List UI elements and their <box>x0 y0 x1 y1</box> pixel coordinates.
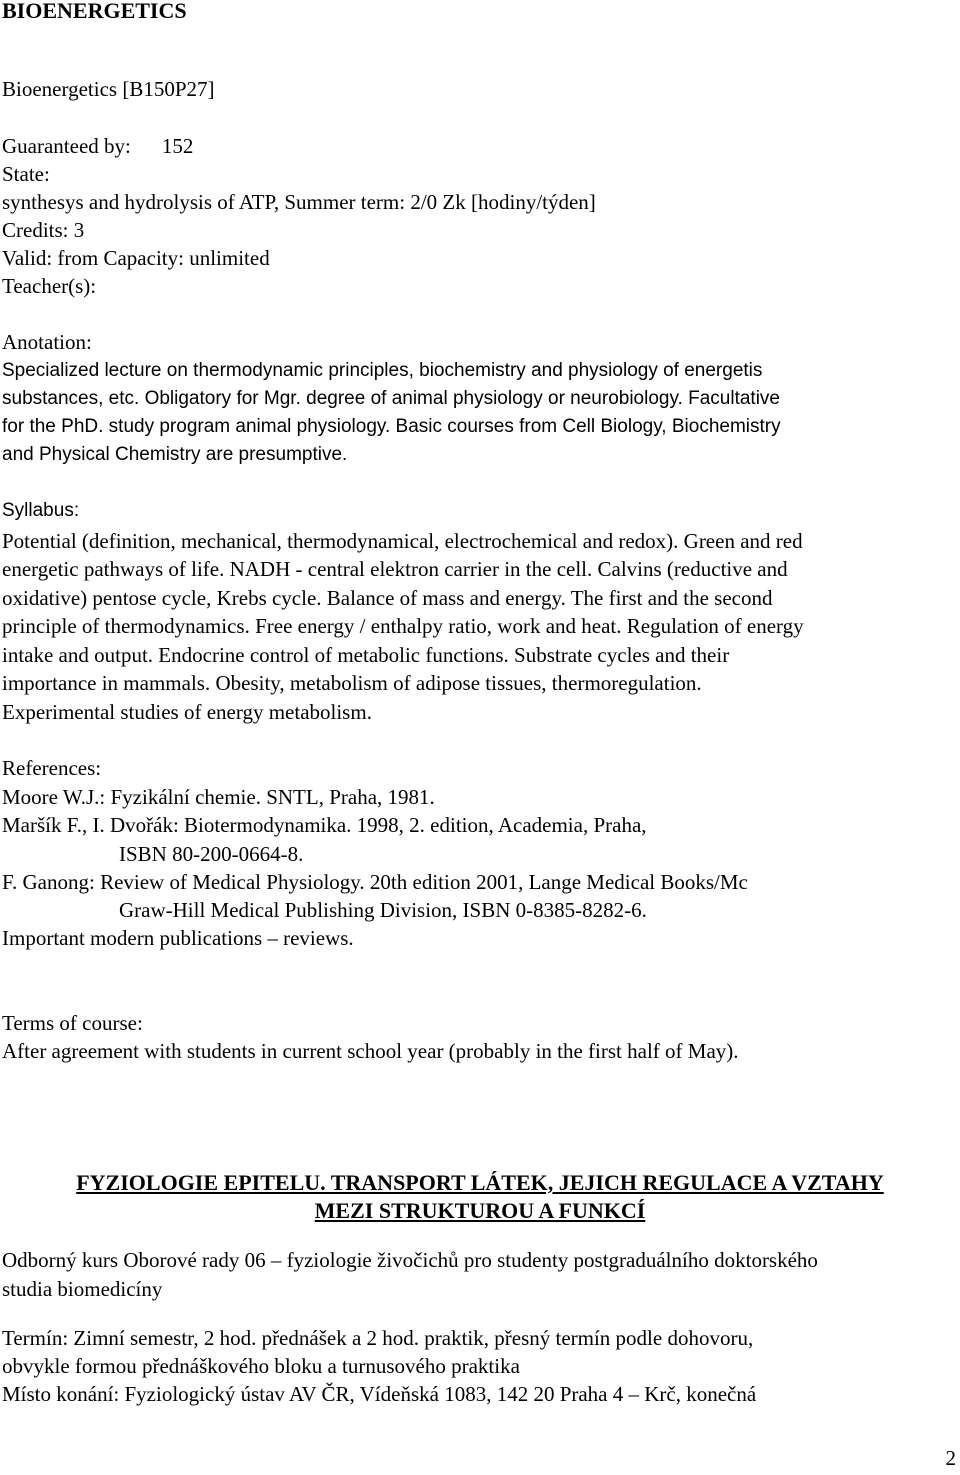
section2-termin: Termín: Zimní semestr, 2 hod. přednášek a 2 hod. praktik, přesný termín podle dohovoru, <box>2 1326 754 1350</box>
references-label: References: <box>2 756 102 780</box>
reference-item: Important modern publications – reviews. <box>2 926 354 950</box>
credits-line: Credits: 3 <box>2 218 85 242</box>
reference-item-continuation: ISBN 80-200-0664-8. <box>119 842 304 866</box>
section2-misto: Místo konání: Fyziologický ústav AV ČR, Vídeňská 1083, 142 20 Praha 4 – Krč, konečná <box>2 1382 757 1406</box>
section2-intro: studia biomedicíny <box>2 1277 163 1301</box>
syllabus-line: Experimental studies of energy metabolism. <box>2 700 372 724</box>
syllabus-label: Syllabus: <box>2 500 80 521</box>
terms-text: After agreement with students in current school year (probably in the first half of May). <box>2 1039 739 1063</box>
section2-title-line2: MEZI STRUKTUROU A FUNKCÍ <box>314 1198 646 1223</box>
guaranteed-label: Guaranteed by: <box>2 134 131 158</box>
syllabus-line: importance in mammals. Obesity, metabolism of adipose tissues, thermoregulation. <box>2 671 702 695</box>
reference-item: F. Ganong: Review of Medical Physiology. 20th edition 2001, Lange Medical Books/Mc <box>2 870 748 894</box>
reference-item: Maršík F., I. Dvořák: Biotermodynamika. 1998, 2. edition, Academia, Praha, <box>2 813 647 837</box>
syllabus-line: oxidative) pentose cycle, Krebs cycle. Balance of mass and energy. The first and the second <box>2 586 773 610</box>
synthesis-line: synthesys and hydrolysis of ATP, Summer term: 2/0 Zk [hodiny/týden] <box>2 190 596 214</box>
page-number: 2 <box>945 1446 956 1470</box>
guaranteed-value: 152 <box>161 134 194 158</box>
syllabus-line: principle of thermodynamics. Free energy / enthalpy ratio, work and heat. Regulation of energy <box>2 614 804 638</box>
anotation-line: for the PhD. study program animal physiology. Basic courses from Cell Biology, Biochemistry <box>2 416 781 437</box>
guaranteed-line <box>2 132 193 160</box>
reference-item: Moore W.J.: Fyzikální chemie. SNTL, Praha, 1981. <box>2 785 435 809</box>
section-title: BIOENERGETICS <box>2 0 187 23</box>
syllabus-line: energetic pathways of life. NADH - central elektron carrier in the cell. Calvins (reductive and <box>2 557 788 581</box>
reference-item-continuation: Graw-Hill Medical Publishing Division, ISBN 0-8385-8282-6. <box>119 898 647 922</box>
section2-intro: Odborný kurs Oborové rady 06 – fyziologie živočichů pro studenty postgraduálního doktorského <box>2 1248 818 1272</box>
terms-label: Terms of course: <box>2 1011 143 1035</box>
anotation-line: substances, etc. Obligatory for Mgr. degree of animal physiology or neurobiology. Facultative <box>2 388 780 409</box>
syllabus-line: Potential (definition, mechanical, thermodynamical, electrochemical and redox). Green and red <box>2 529 803 553</box>
course-code-line: Bioenergetics [B150P27] <box>2 77 215 101</box>
section2-termin: obvykle formou přednáškového bloku a turnusového praktika <box>2 1354 520 1378</box>
state-line: State: <box>2 162 50 186</box>
anotation-line: and Physical Chemistry are presumptive. <box>2 444 348 465</box>
anotation-line: Specialized lecture on thermodynamic principles, biochemistry and physiology of energetis <box>2 360 763 381</box>
anotation-label: Anotation: <box>2 330 92 354</box>
teachers-line: Teacher(s): <box>2 274 97 298</box>
syllabus-line: intake and output. Endocrine control of metabolic functions. Substrate cycles and their <box>2 643 730 667</box>
section2-title-line1: FYZIOLOGIE EPITELU. TRANSPORT LÁTEK, JEJICH REGULACE A VZTAHY <box>76 1170 884 1195</box>
valid-line: Valid: from Capacity: unlimited <box>2 246 270 270</box>
